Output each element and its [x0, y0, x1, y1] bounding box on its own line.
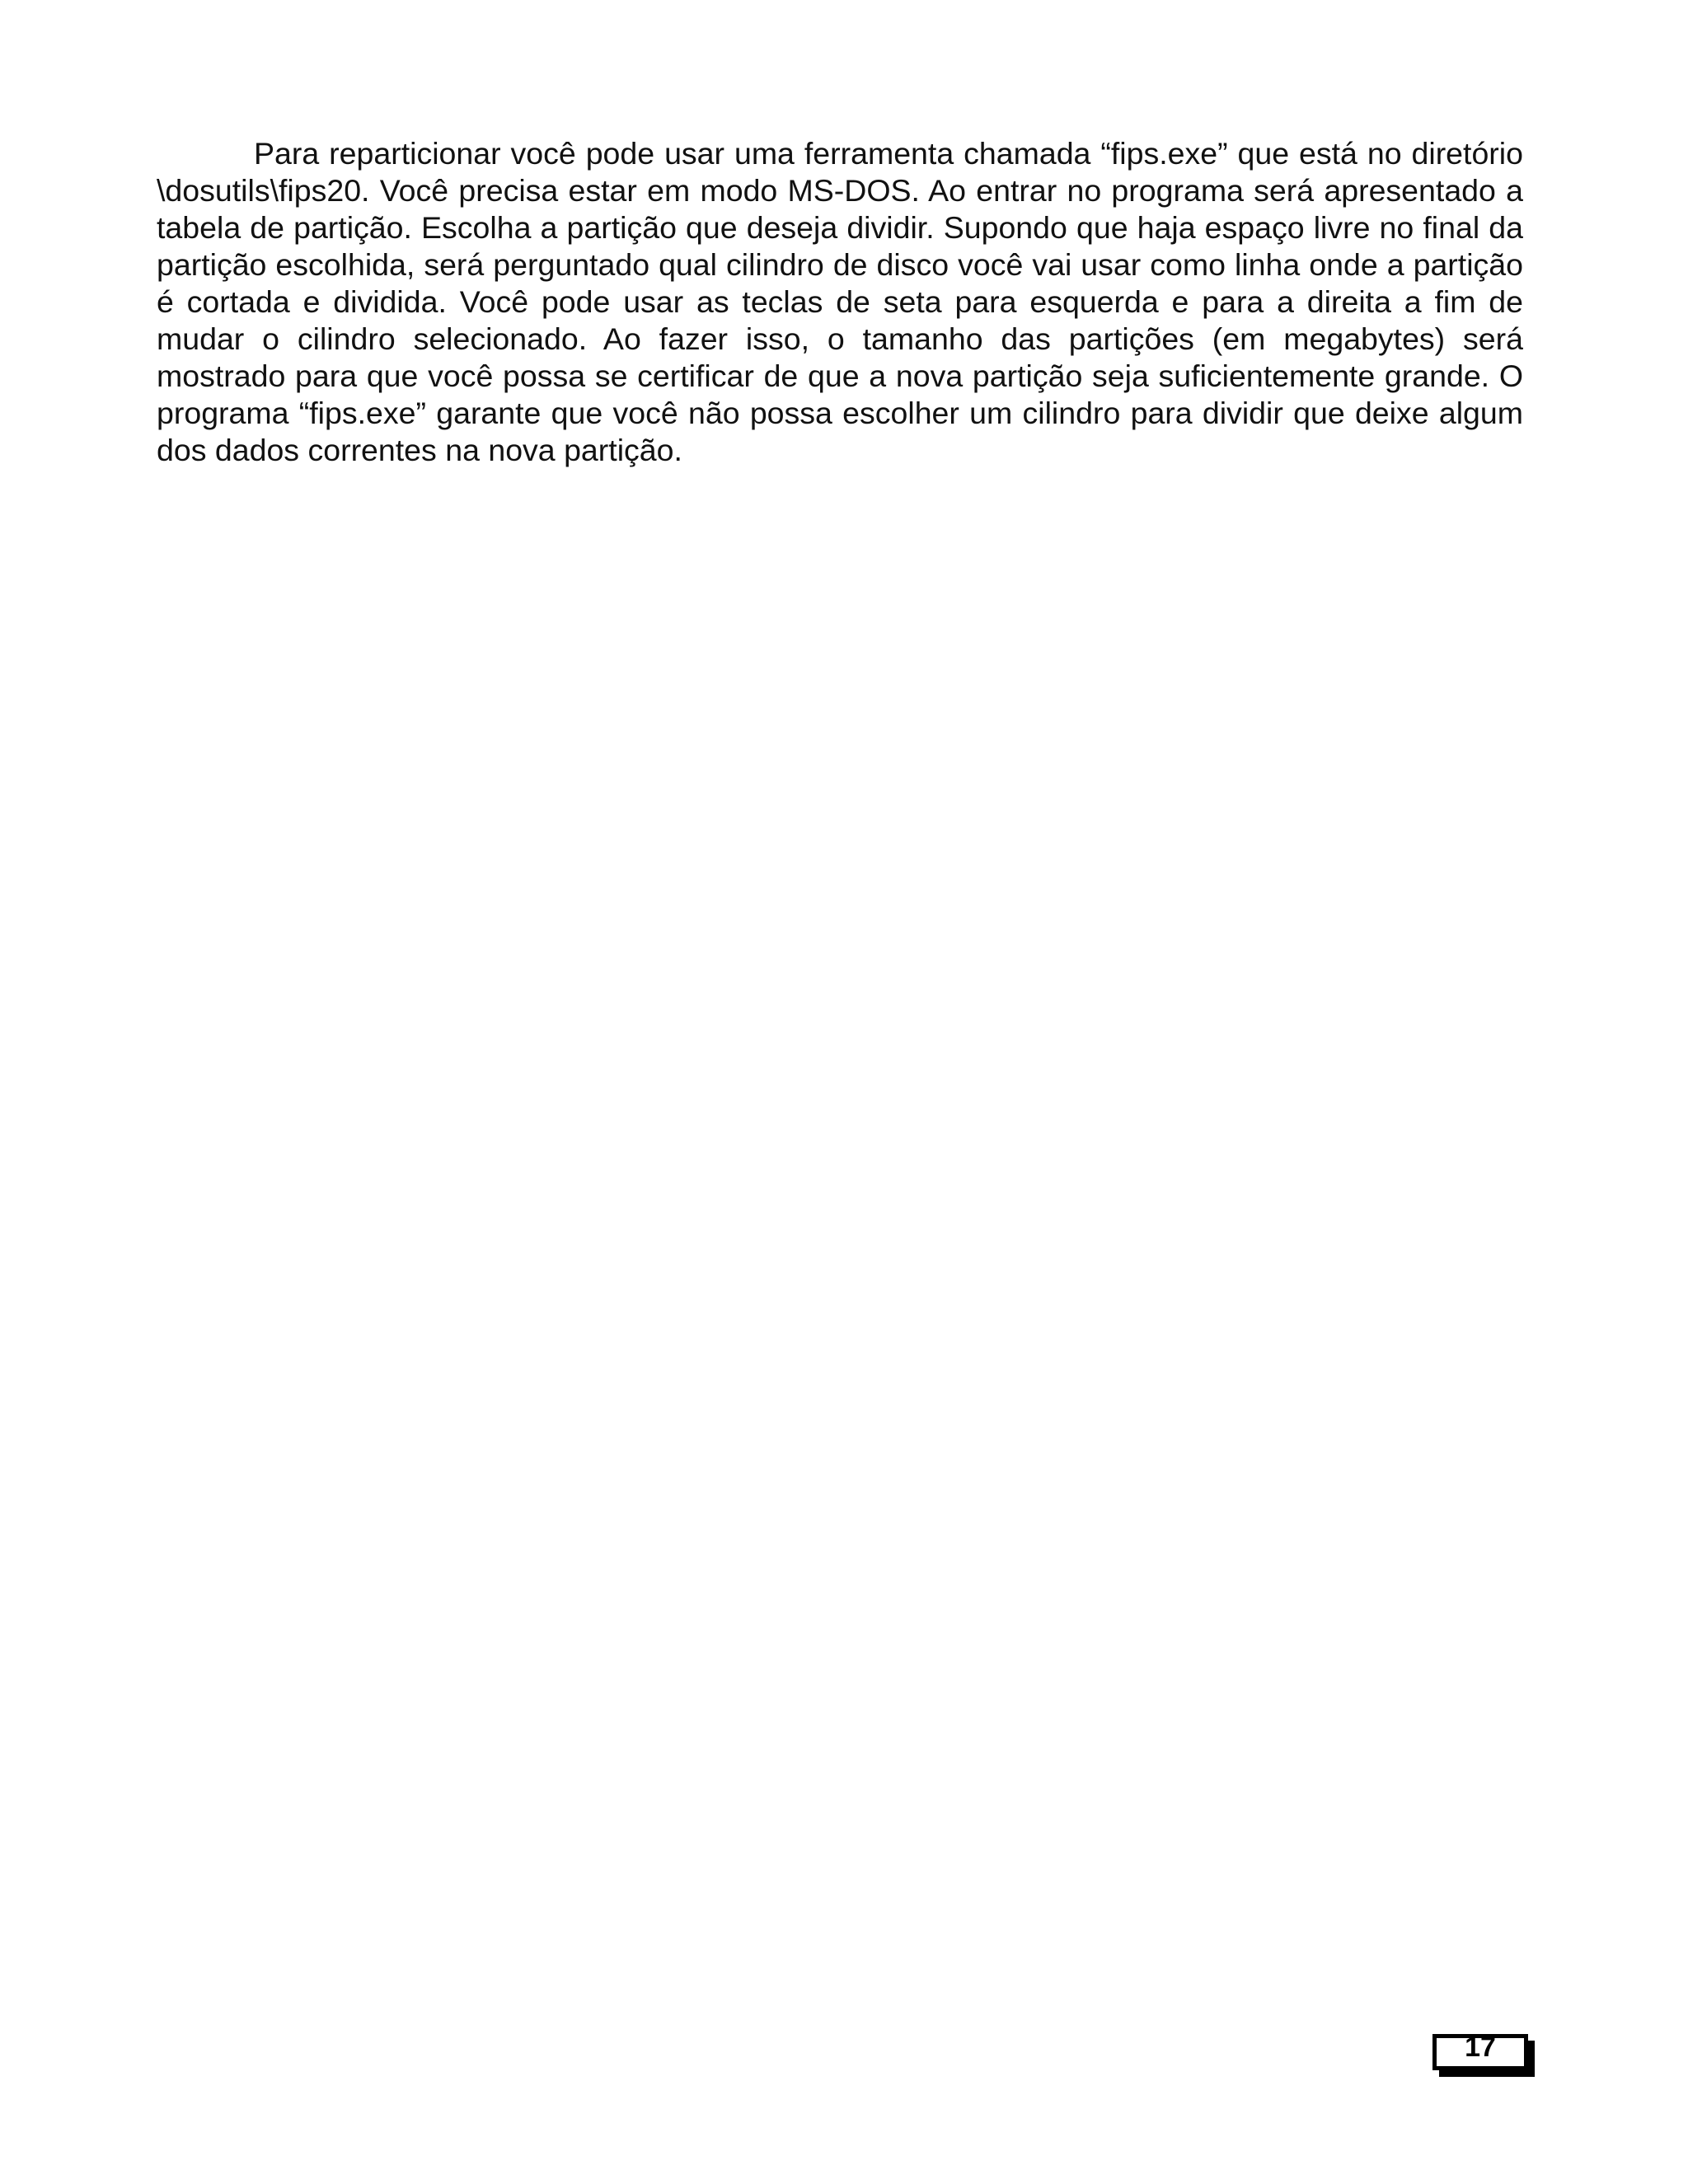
page-number: 17	[1465, 2034, 1496, 2063]
body-paragraph: Para reparticionar você pode usar uma ferramenta chamada “fips.exe” que está no diretório \dosutils\fips20. Você precisa estar em modo MS-DOS. Ao entrar no programa será apresentado a tabela de partição. Escolha a partição que deseja dividir. Supondo que haja espaço livre no final da partição escolhida, será perguntado qual cilindro de disco você vai usar como linha onde a partição é cortada e dividida. Você pode usar as teclas de seta para esquerda e para a direita a fim de mudar o cilindro selecionado. Ao fazer isso, o tamanho das partições (em megabytes) será mostrado para que você possa se certificar de que a nova partição seja suficientemente grande. O programa “fips.exe” garante que você não possa escolher um cilindro para dividir que deixe algum dos dados correntes na nova partição.	[157, 136, 1523, 467]
page-number-box	[1432, 2034, 1528, 2070]
